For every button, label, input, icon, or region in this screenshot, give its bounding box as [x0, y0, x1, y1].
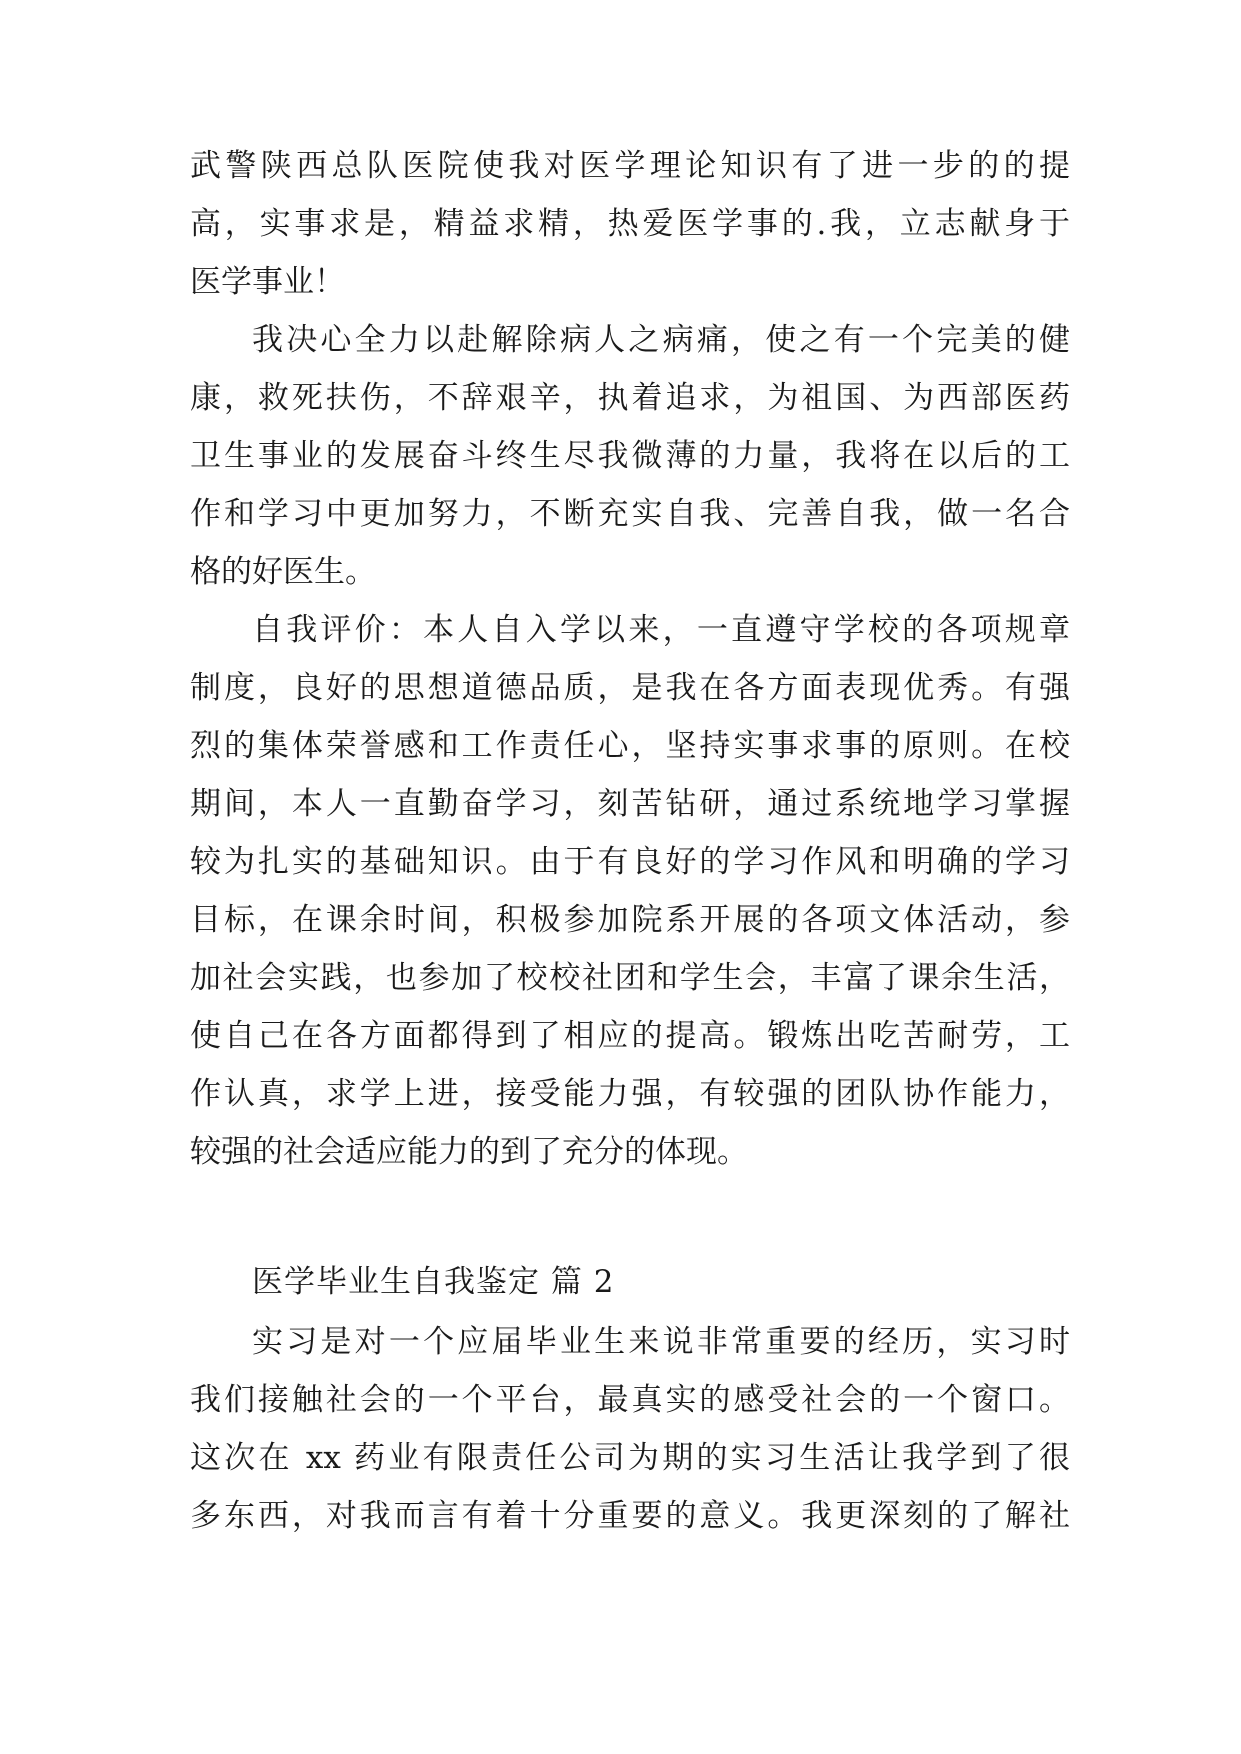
text-line: 格的好医生。: [190, 554, 376, 590]
text-line: 医学事业！: [190, 264, 345, 300]
text-line: 较为扎实的基础知识。由于有良好的学习作风和明确的学习: [190, 844, 1070, 880]
text-line: 康，救死扶伤，不辞艰辛，执着追求，为祖国、为西部医药: [190, 380, 1070, 416]
text-line: 使自己在各方面都得到了相应的提高。锻炼出吃苦耐劳，工: [190, 1018, 1070, 1054]
paragraph-first-line: 我决心全力以赴解除病人之病痛，使之有一个完美的健: [252, 322, 1070, 358]
text-line: 作和学习中更加努力，不断充实自我、完善自我，做一名合: [190, 496, 1070, 532]
text-line: 作认真，求学上进，接受能力强，有较强的团队协作能力，: [190, 1076, 1070, 1112]
text-line: 目标，在课余时间，积极参加院系开展的各项文体活动，参: [190, 902, 1070, 938]
paragraph-first-line: 实习是对一个应届毕业生来说非常重要的经历，实习时: [252, 1324, 1070, 1360]
text-line: 较强的社会适应能力的到了充分的体现。: [190, 1134, 748, 1170]
text-line: 多东西，对我而言有着十分重要的意义。我更深刻的了解社: [190, 1498, 1070, 1534]
paragraph-first-line: 自我评价：本人自入学以来，一直遵守学校的各项规章: [252, 612, 1070, 648]
text-line: 制度，良好的思想道德品质，是我在各方面表现优秀。有强: [190, 670, 1070, 706]
text-line: 我们接触社会的一个平台，最真实的感受社会的一个窗口。: [190, 1382, 1070, 1418]
text-line: 期间，本人一直勤奋学习，刻苦钻研，通过系统地学习掌握: [190, 786, 1070, 822]
text-line: 烈的集体荣誉感和工作责任心，坚持实事求事的原则。在校: [190, 728, 1070, 764]
text-line: 武警陕西总队医院使我对医学理论知识有了进一步的的提: [190, 148, 1070, 184]
text-line: 卫生事业的发展奋斗终生尽我微薄的力量，我将在以后的工: [190, 438, 1070, 474]
text-line: 这次在 xx 药业有限责任公司为期的实习生活让我学到了很: [190, 1440, 1070, 1476]
text-line: 高，实事求是，精益求精，热爱医学事的.我，立志献身于: [190, 206, 1070, 242]
section-heading: 医学毕业生自我鉴定 篇 2: [252, 1264, 615, 1300]
text-line: 加社会实践，也参加了校校社团和学生会，丰富了课余生活，: [190, 960, 1070, 996]
